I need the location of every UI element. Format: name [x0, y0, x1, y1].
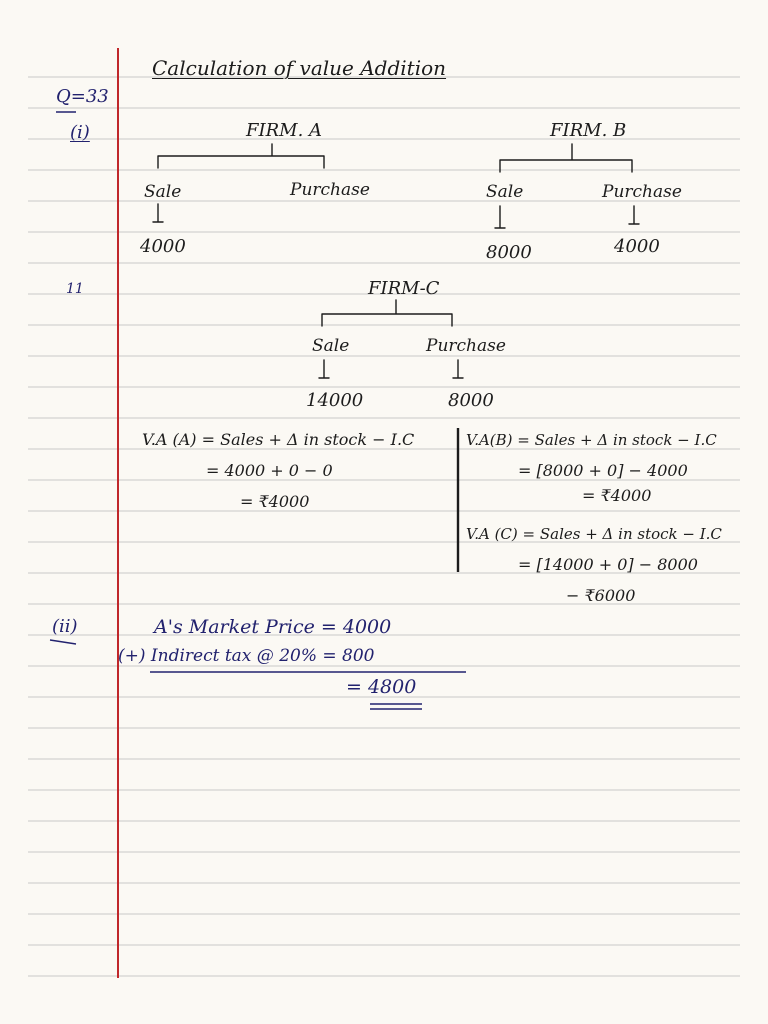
part-i-label: (i): [70, 122, 90, 143]
va-c-formula: V.A (C) = Sales + Δ in stock − I.C: [466, 525, 722, 543]
va-c-substitution: = [14000 + 0] − 8000: [518, 555, 698, 574]
firm-a-sale-arrow: [153, 204, 163, 222]
firm-b-purchase-value: 4000: [614, 236, 660, 257]
firm-b-purchase-label: Purchase: [602, 182, 682, 202]
firm-a-name: FIRM. A: [246, 120, 323, 141]
firm-c-name: FIRM-C: [368, 278, 440, 299]
va-a-substitution: = 4000 + 0 − 0: [206, 461, 333, 480]
va-a-formula: V.A (A) = Sales + Δ in stock − I.C: [142, 430, 415, 449]
firm-c-sale-label: Sale: [312, 336, 350, 356]
firm-c-brace: [322, 300, 452, 326]
total-price-line: = 4800: [346, 676, 417, 698]
question-number: Q=33: [56, 86, 109, 107]
va-a-result: = ₹4000: [240, 492, 310, 511]
firm-c-purchase-arrow: [453, 360, 463, 378]
firm-b-sale-label: Sale: [486, 182, 524, 202]
firm-b-name: FIRM. B: [550, 120, 627, 141]
firm-b-brace: [500, 144, 632, 172]
va-b-substitution: = [8000 + 0] − 4000: [518, 461, 688, 480]
part-ii-label: (ii): [52, 616, 78, 637]
part-ii-underline: [50, 640, 76, 644]
va-c-result: − ₹6000: [566, 586, 636, 605]
margin-mark: 11: [66, 281, 84, 297]
firm-c-purchase-label: Purchase: [426, 336, 506, 356]
firm-b-sale-value: 8000: [486, 242, 532, 263]
firm-b-purchase-arrow: [629, 206, 639, 224]
firm-c-sale-value: 14000: [306, 390, 364, 411]
firm-a-sale-label: Sale: [144, 182, 182, 202]
page-title: Calculation of value Addition: [152, 56, 447, 80]
firm-a-brace: [158, 144, 324, 168]
va-b-formula: V.A(B) = Sales + Δ in stock − I.C: [466, 431, 717, 449]
indirect-tax-line: (+) Indirect tax @ 20% = 800: [118, 646, 375, 666]
va-b-result: = ₹4000: [582, 486, 652, 505]
firm-a-purchase-label: Purchase: [290, 180, 370, 200]
firm-a-sale-value: 4000: [140, 236, 186, 257]
market-price-line: A's Market Price = 4000: [154, 616, 392, 638]
firm-b-sale-arrow: [495, 206, 505, 228]
firm-c-purchase-value: 8000: [448, 390, 494, 411]
firm-c-sale-arrow: [319, 360, 329, 378]
